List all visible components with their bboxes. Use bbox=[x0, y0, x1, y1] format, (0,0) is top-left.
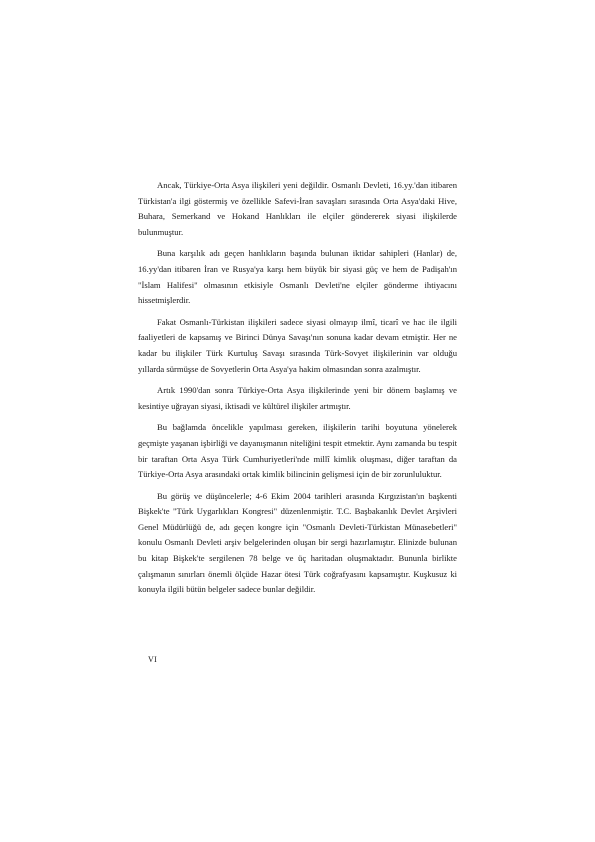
paragraph-2: Buna karşılık adı geçen hanlıkların başında bulunan iktidar sahipleri (Hanlar) de, 16.yy'dan itibaren İran ve Rusya'ya karşı hem büyük bir siyasi güç ve hem de Padişah'ın "İslam Halifesi" olmasının etkisiyle Osmanlı Devleti'ne elçiler gönderme ihtiyacını hissetmişlerdir. bbox=[138, 248, 457, 306]
paragraph-5: Bu bağlamda öncelikle yapılması gereken, ilişkilerin tarihi boyutuna yönelerek geçmişte yaşanan işbirliği ve dayanışmanın niteliğini tespit etmektir. Aynı zamanda bu tespit bir taraftan Orta Asya Türk Cumhuriyetleri'nde millî kimlik oluşması, diğer taraftan da Türkiye-Orta Asya arasındaki ortak kimlik bilincinin gelişmesi için de bir zorunluluktur. bbox=[138, 422, 457, 480]
paragraph-3: Fakat Osmanlı-Türkistan ilişkileri sadece siyasi olmayıp ilmî, ticarî ve hac ile ilgili faaliyetleri de kapsamış ve Birinci Dünya Savaşı'nın sonuna kadar devam etmiştir. Her ne kadar bu ilişkiler Türk Kurtuluş Savaşı sırasında Türk-Sovyet ilişkilerinin var olduğu yıllarda sürmüşse de Sovyetlerin Orta Asya'ya hakim olmasından sonra azalmıştır. bbox=[138, 316, 457, 374]
paragraph-4: Artık 1990'dan sonra Türkiye-Orta Asya ilişkilerinde yeni bir dönem başlamış ve kesintiye uğrayan siyasi, iktisadi ve kültürel ilişkiler artmıştır. bbox=[138, 385, 457, 411]
paragraph-1: Ancak, Türkiye-Orta Asya ilişkileri yeni değildir. Osmanlı Devleti, 16.yy.'dan itibaren Türkistan'a ilgi göstermiş ve özellikle Safevi-İran savaşları sırasında Orta Asya'daki Hive, Buhara, Semerkand ve Hokand Hanlıkları ile elçiler göndererek siyasi ilişkilerde bulunmuştur. bbox=[138, 180, 457, 237]
page-body bbox=[138, 178, 457, 604]
page-number: VI bbox=[148, 655, 158, 664]
paragraph-6: Bu görüş ve düşüncelerle; 4-6 Ekim 2004 tarihleri arasında Kırgızistan'ın başkenti Bişkek'te "Türk Uygarlıkları Kongresi" düzenlenmiştir. T.C. Başbakanlık Devlet Arşivleri Genel Müdürlüğü de, adı geçen kongre için "Osmanlı Devleti-Türkistan Münasebetleri" konulu Osmanlı Devleti arşiv belgelerinden oluşan bir sergi hazırlamıştır. Elinizde bulunan bu kitap Bişkek'te sergilenen 78 belge ve üç haritadan oluşmaktadır. Bununla birlikte çalışmanın sınırları önemli ölçüde Hazar ötesi Türk coğrafyasını kapsamıştır. Kuşkusuz ki konuyla ilgili bütün belgeler sadece bunlar değildir. bbox=[138, 490, 457, 595]
